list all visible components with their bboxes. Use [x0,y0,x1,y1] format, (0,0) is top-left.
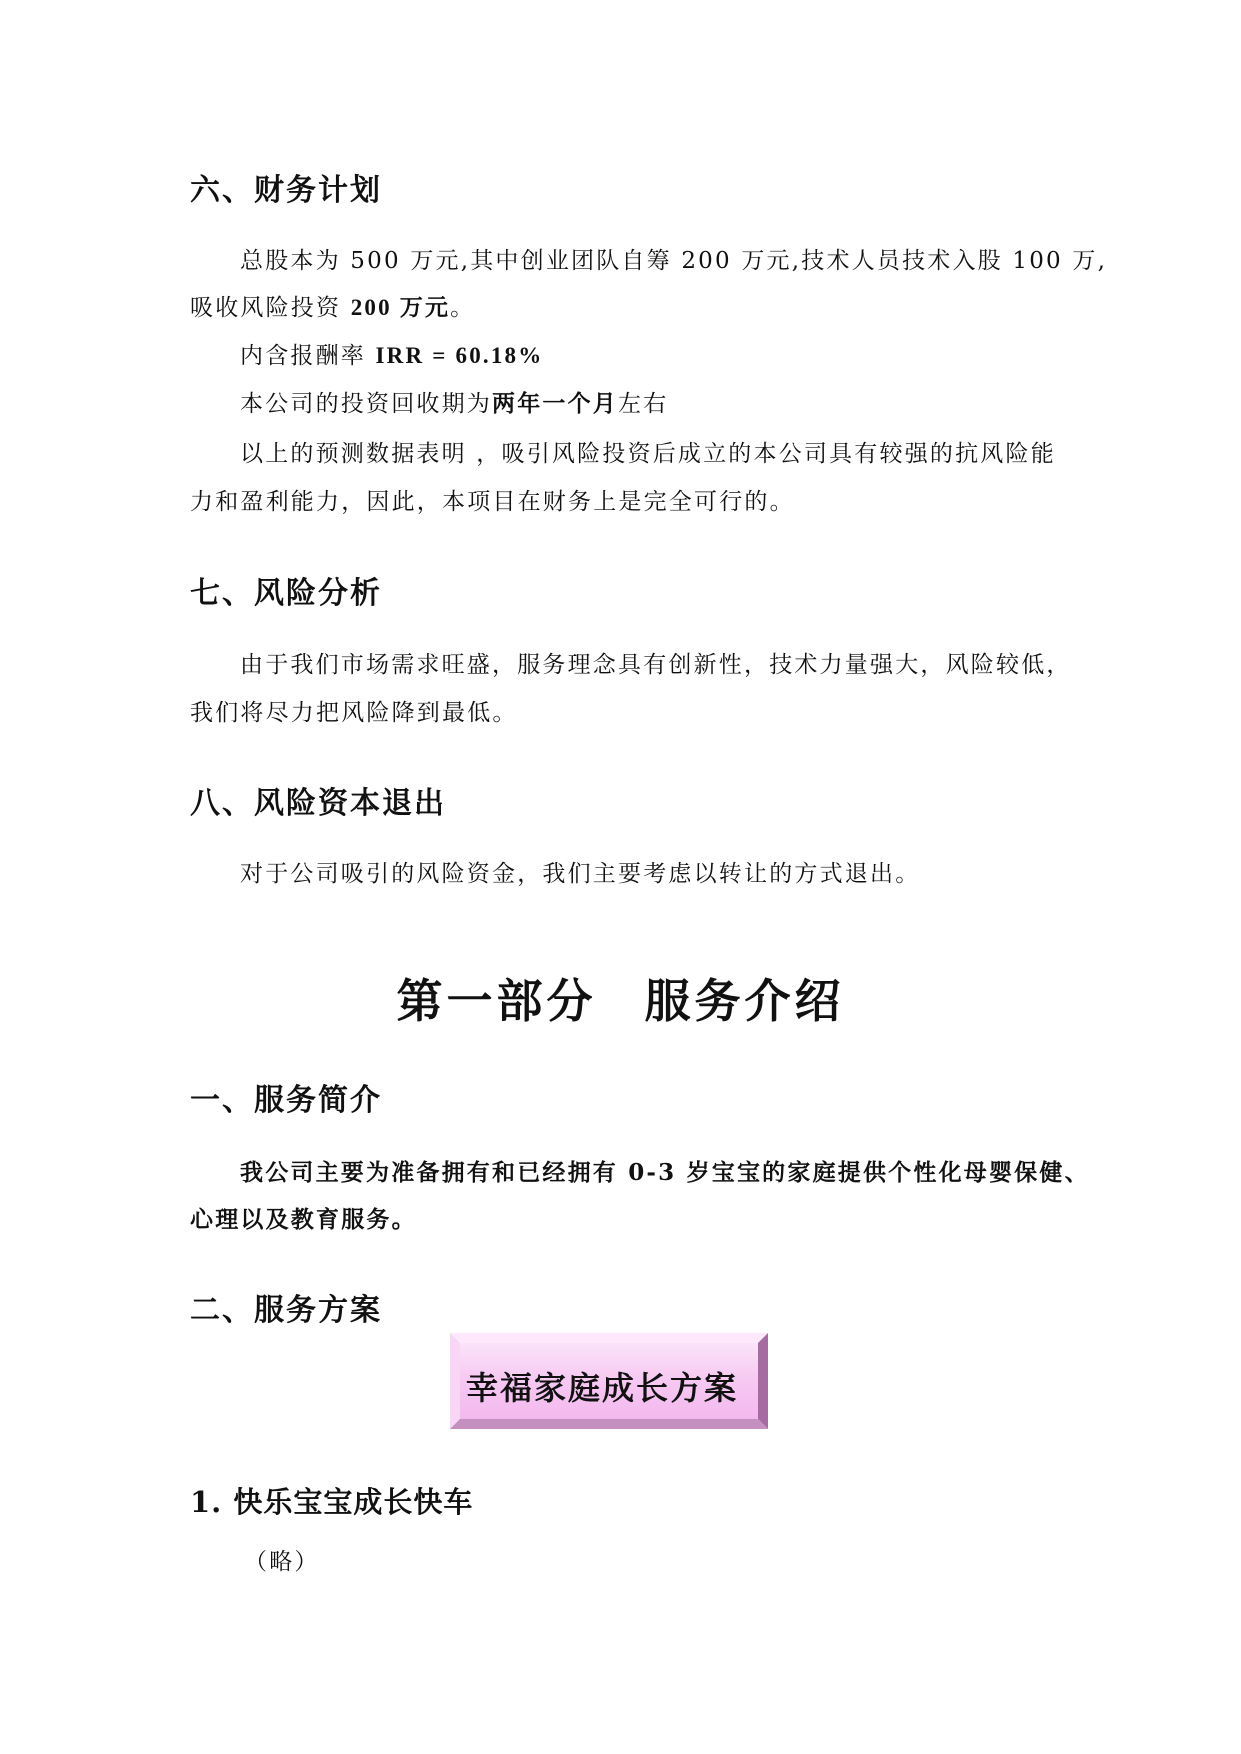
plan-title-box [450,1333,768,1429]
subheading-item-1: 1. 快乐宝宝成长快车 [190,1485,474,1519]
irr-line [240,337,1110,370]
text-span: 吸收风险投资 [190,295,351,321]
payback-period: 两年一个月 [492,390,618,417]
part-title-name: 服务介绍 [644,974,845,1028]
part-title [0,965,1241,1031]
part-title-number: 第一部分 [396,974,597,1028]
paragraph-line [190,289,1060,322]
item-note: （略） [244,1549,320,1575]
paragraph-line: 对于公司吸引的风险资金，我们主要考虑以转让的方式退出。 [240,861,921,887]
plan-title-label: 幸福家庭成长方案 [466,1369,739,1407]
payback-line [240,385,1110,418]
section-heading-service-intro: 一、服务简介 [190,1083,382,1118]
section-heading-service-plan: 二、服务方案 [190,1293,382,1328]
section-heading-finance: 六、财务计划 [190,173,382,208]
bold-amount: 200 万元 [350,295,451,320]
irr-label: 内含报酬率 [240,343,376,369]
section-heading-risk-exit: 八、风险资本退出 [190,786,446,821]
section-heading-risk-analysis: 七、风险分析 [190,576,382,611]
paragraph-line: 我公司主要为准备拥有和已经拥有 0-3 岁宝宝的家庭提供个性化母婴保健、 [240,1159,1090,1186]
text-span: 左右 [618,391,669,417]
paragraph-line: 心理以及教育服务。 [190,1206,417,1233]
paragraph-line: 由于我们市场需求旺盛，服务理念具有创新性，技术力量强大，风险较低， [240,652,1072,678]
paragraph-line: 力和盈利能力，因此，本项目在财务上是完全可行的。 [190,489,795,515]
paragraph-line: 以上的预测数据表明 ，吸引风险投资后成立的本公司具有较强的抗风险能 [240,441,1056,467]
text-span: 本公司的投资回收期为 [240,391,492,417]
paragraph-line: 我们将尽力把风险降到最低。 [190,700,518,726]
paragraph-line: 总股本为 500 万元,其中创业团队自筹 200 万元,技术人员技术入股 100 万, [240,248,1108,274]
irr-value: IRR = 60.18% [375,343,544,368]
text-span: 。 [450,295,476,321]
